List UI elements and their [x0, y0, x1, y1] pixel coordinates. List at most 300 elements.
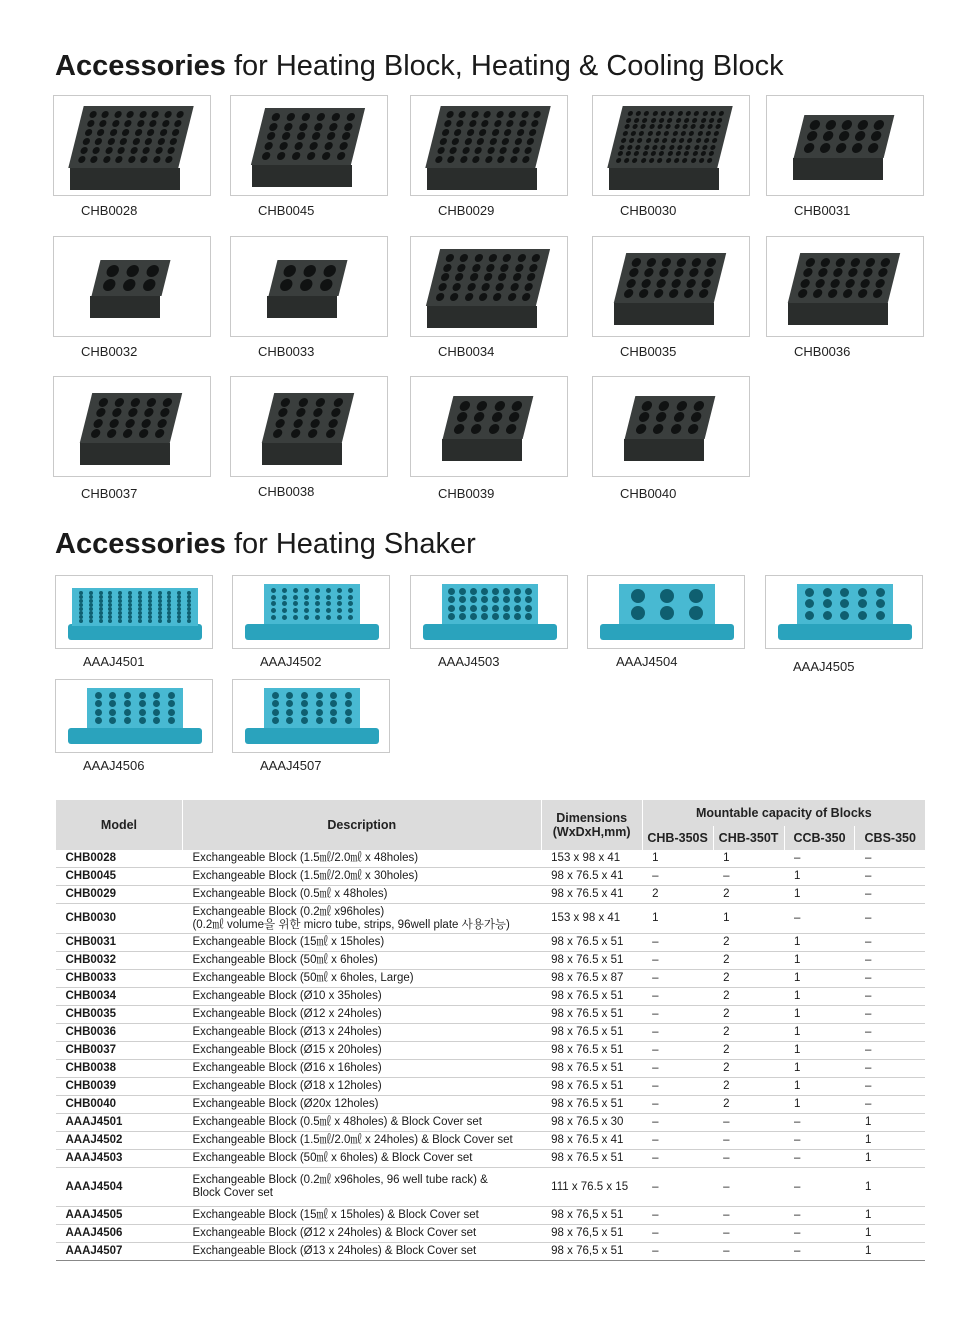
col-model: Model — [56, 800, 183, 850]
heating-block-image — [54, 96, 211, 196]
cell-capacity: – — [784, 1225, 855, 1243]
cell-capacity: – — [642, 1114, 713, 1132]
block-front-face — [793, 158, 883, 180]
shaker-block-image — [56, 680, 213, 753]
cell-capacity: 1 — [784, 988, 855, 1006]
table-row — [56, 904, 926, 934]
hole-grid — [794, 257, 894, 299]
cell-dimensions: 98 x 76,5 x 51 — [541, 1243, 642, 1261]
shaker-block-image — [588, 576, 745, 649]
cell-capacity: – — [784, 904, 855, 934]
hole-grid — [620, 257, 720, 299]
cell-capacity: 2 — [713, 1024, 784, 1042]
cell-capacity: – — [713, 1243, 784, 1261]
cell-dimensions: 98 x 76.5 x 30 — [541, 1114, 642, 1132]
cell-model: CHB0040 — [56, 1096, 183, 1114]
cell-model: CHB0033 — [56, 970, 183, 988]
heading-cooling-block — [55, 50, 784, 83]
cell-capacity: 2 — [713, 934, 784, 952]
description-line: Exchangeable Block (Ø13 x 24holes) & Block Cover set — [192, 1245, 477, 1257]
cell-dimensions: 98 x 76.5 x 51 — [541, 1150, 642, 1168]
cell-capacity: 1 — [784, 970, 855, 988]
hole-grid — [446, 587, 534, 621]
product-caption: CHB0038 — [258, 484, 315, 499]
cell-capacity: 2 — [713, 1006, 784, 1024]
cell-description — [182, 1078, 541, 1096]
description-line: Exchangeable Block (0.5㎖ x 48holes) & Block Cover set — [192, 1116, 482, 1128]
cell-capacity: – — [855, 850, 925, 868]
shaker-block-image — [233, 680, 390, 753]
cell-capacity: 1 — [784, 1096, 855, 1114]
product-tile-chb0029 — [410, 95, 568, 196]
cell-description — [182, 970, 541, 988]
hole-grid — [257, 112, 359, 161]
cell-model: CHB0037 — [56, 1042, 183, 1060]
product-tile-aaaj4504 — [587, 575, 745, 649]
cell-capacity: – — [855, 1060, 925, 1078]
description-line: Exchangeable Block (1.5㎖/2.0㎖ x 24holes) & Block Cover set — [192, 1134, 513, 1146]
description-line: Exchangeable Block (15㎖ x 15holes) — [192, 936, 385, 948]
description-line-2: Block Cover set — [192, 1187, 273, 1199]
product-tile-aaaj4503 — [410, 575, 568, 649]
cell-capacity: – — [713, 868, 784, 886]
product-tile-chb0040 — [592, 376, 750, 477]
description-line: Exchangeable Block (0.5㎖ x 48holes) — [192, 888, 388, 900]
heating-block-image — [231, 237, 388, 337]
cell-description — [182, 988, 541, 1006]
table-row — [56, 1150, 926, 1168]
heading-rest: for Heating Block, Heating & Cooling Block — [225, 50, 784, 82]
description-line: Exchangeable Block (Ø13 x 24holes) — [192, 1026, 382, 1038]
hole-grid — [431, 110, 544, 164]
cell-dimensions: 98 x 76.5 x 51 — [541, 952, 642, 970]
cell-model: AAAJ4506 — [56, 1225, 183, 1243]
shaker-block-image — [411, 576, 568, 649]
cell-capacity: – — [855, 970, 925, 988]
cell-capacity: 2 — [642, 886, 713, 904]
shaker-block-image — [56, 576, 213, 649]
description-line: Exchangeable Block (50㎖ x 6holes) & Block Cover set — [192, 1152, 473, 1164]
cell-capacity: – — [784, 1243, 855, 1261]
cell-dimensions: 98 x 76.5 x 51 — [541, 934, 642, 952]
cell-capacity: – — [784, 1114, 855, 1132]
cell-capacity: – — [642, 970, 713, 988]
col-description: Description — [182, 800, 541, 850]
hole-grid — [449, 400, 528, 435]
cell-dimensions: 98 x 76.5 x 51 — [541, 1006, 642, 1024]
table-row — [56, 850, 926, 868]
cell-capacity: 1 — [784, 1006, 855, 1024]
description-line-2: (0.2㎖ volume을 위한 micro tube, strips, 96well plate 사용가능) — [192, 918, 510, 931]
description-line: Exchangeable Block (Ø12 x 24holes) — [192, 1008, 382, 1020]
shaker-block-image — [233, 576, 390, 649]
cell-description — [182, 952, 541, 970]
cell-capacity: – — [855, 1024, 925, 1042]
description-line: Exchangeable Block (50㎖ x 6holes, Large) — [192, 972, 414, 984]
cell-capacity: – — [855, 1042, 925, 1060]
cell-capacity: – — [784, 1132, 855, 1150]
block-front-face — [609, 168, 719, 190]
cell-dimensions: 98 x 76.5 x 51 — [541, 1060, 642, 1078]
col-cbs-350: CBS-350 — [855, 826, 925, 850]
product-caption: CHB0039 — [438, 486, 495, 501]
col-dimensions — [541, 800, 642, 850]
block-front-face — [427, 306, 537, 328]
description-line: Exchangeable Block (15㎖ x 15holes) & Block Cover set — [192, 1209, 479, 1221]
cell-description — [182, 1207, 541, 1225]
cell-capacity: 1 — [784, 868, 855, 886]
cell-capacity: 2 — [713, 1096, 784, 1114]
shaker-base-plate — [600, 624, 734, 640]
heading-heating-shaker — [55, 528, 476, 561]
cell-description — [182, 904, 541, 934]
cell-capacity: – — [855, 886, 925, 904]
cell-dimensions: 153 x 98 x 41 — [541, 850, 642, 868]
cell-capacity: 2 — [713, 988, 784, 1006]
cell-description — [182, 1132, 541, 1150]
product-caption: AAAJ4506 — [83, 758, 145, 773]
product-caption: CHB0032 — [81, 344, 138, 359]
cell-dimensions: 111 x 76.5 x 15 — [541, 1168, 642, 1207]
shaker-base-plate — [245, 624, 379, 640]
product-caption: CHB0045 — [258, 203, 315, 218]
product-tile-chb0034 — [410, 236, 568, 337]
cell-capacity: 1 — [855, 1168, 925, 1207]
product-tile-chb0036 — [766, 236, 924, 337]
cell-dimensions: 98 x 76.5 x 51 — [541, 1096, 642, 1114]
table-row — [56, 1207, 926, 1225]
table-row — [56, 1225, 926, 1243]
cell-capacity: – — [713, 1132, 784, 1150]
cell-capacity: – — [642, 1243, 713, 1261]
cell-model: AAAJ4504 — [56, 1168, 183, 1207]
cell-capacity: – — [713, 1225, 784, 1243]
product-tile-chb0038 — [230, 376, 388, 477]
cell-capacity: 1 — [784, 1042, 855, 1060]
heating-block-image — [231, 377, 388, 477]
hole-grid — [801, 587, 889, 621]
cell-capacity: – — [642, 988, 713, 1006]
table-row — [56, 1078, 926, 1096]
col-ccb-350: CCB-350 — [784, 826, 855, 850]
cell-capacity: 2 — [713, 952, 784, 970]
cell-capacity: 1 — [855, 1150, 925, 1168]
cell-capacity: 1 — [713, 850, 784, 868]
spec-table — [55, 800, 925, 1261]
block-front-face — [90, 296, 160, 318]
table-row — [56, 1114, 926, 1132]
block-front-face — [624, 439, 704, 461]
product-tile-chb0045 — [230, 95, 388, 196]
product-tile-chb0032 — [53, 236, 211, 337]
cell-description — [182, 886, 541, 904]
product-caption: CHB0040 — [620, 486, 677, 501]
col-chb-350t: CHB-350T — [713, 826, 784, 850]
product-caption: AAAJ4504 — [616, 654, 678, 669]
cell-capacity: – — [855, 1006, 925, 1024]
product-tile-aaaj4505 — [765, 575, 923, 649]
cell-capacity: 1 — [784, 886, 855, 904]
hole-grid — [432, 253, 544, 302]
table-row — [56, 1060, 926, 1078]
cell-capacity: 2 — [713, 1078, 784, 1096]
hole-grid — [631, 400, 710, 435]
cell-capacity: – — [642, 1207, 713, 1225]
hole-grid — [86, 397, 176, 439]
cell-capacity: 1 — [713, 904, 784, 934]
cell-capacity: – — [855, 934, 925, 952]
heating-block-image — [54, 237, 211, 337]
heating-block-image — [231, 96, 388, 196]
hole-grid — [76, 591, 194, 623]
description-line: Exchangeable Block (Ø15 x 20holes) — [192, 1044, 382, 1056]
cell-capacity: 1 — [642, 904, 713, 934]
cell-model: AAAJ4505 — [56, 1207, 183, 1225]
heating-block-image — [411, 96, 568, 196]
cell-capacity: – — [642, 1006, 713, 1024]
cell-capacity: – — [855, 904, 925, 934]
description-line: Exchangeable Block (Ø12 x 24holes) & Block Cover set — [192, 1227, 477, 1239]
block-front-face — [442, 439, 522, 461]
product-caption: AAAJ4505 — [793, 659, 855, 674]
description-line: Exchangeable Block (Ø16 x 16holes) — [192, 1062, 382, 1074]
cell-model: CHB0034 — [56, 988, 183, 1006]
cell-description — [182, 1114, 541, 1132]
cell-capacity: – — [642, 1168, 713, 1207]
cell-model: CHB0031 — [56, 934, 183, 952]
block-front-face — [788, 303, 888, 325]
hole-grid — [91, 691, 179, 725]
description-line: Exchangeable Block (Ø18 x 12holes) — [192, 1080, 382, 1092]
cell-description — [182, 1042, 541, 1060]
cell-dimensions: 153 x 98 x 41 — [541, 904, 642, 934]
product-tile-aaaj4506 — [55, 679, 213, 753]
cell-dimensions: 98 x 76,5 x 51 — [541, 1225, 642, 1243]
cell-capacity: 1 — [784, 952, 855, 970]
cell-capacity: 2 — [713, 1042, 784, 1060]
product-caption: CHB0030 — [620, 203, 677, 218]
cell-model: CHB0039 — [56, 1078, 183, 1096]
spec-table-body — [56, 850, 926, 1261]
col-chb-350s: CHB-350S — [642, 826, 713, 850]
product-tile-chb0028 — [53, 95, 211, 196]
description-line: Exchangeable Block (1.5㎖/2.0㎖ x 30holes) — [192, 870, 419, 882]
cell-capacity: – — [642, 952, 713, 970]
cell-description — [182, 1060, 541, 1078]
product-caption: CHB0033 — [258, 344, 315, 359]
cell-description — [182, 868, 541, 886]
product-caption: CHB0037 — [81, 486, 138, 501]
cell-capacity: – — [784, 1168, 855, 1207]
cell-model: CHB0038 — [56, 1060, 183, 1078]
product-caption: AAAJ4502 — [260, 654, 322, 669]
cell-capacity: 2 — [713, 1060, 784, 1078]
cell-capacity: – — [642, 1225, 713, 1243]
cell-description — [182, 1150, 541, 1168]
cell-dimensions: 98 x 76.5 x 41 — [541, 868, 642, 886]
description-line: Exchangeable Block (Ø10 x 35holes) — [192, 990, 382, 1002]
description-line: Exchangeable Block (Ø20x 12holes) — [192, 1098, 379, 1110]
dimensions-unit: (WxDxH,mm) — [552, 825, 631, 839]
block-front-face — [614, 303, 714, 325]
col-capacity: Mountable capacity of Blocks — [642, 800, 925, 826]
cell-capacity: – — [642, 1024, 713, 1042]
product-caption: CHB0036 — [794, 344, 851, 359]
product-tile-chb0039 — [410, 376, 568, 477]
product-caption: CHB0035 — [620, 344, 677, 359]
block-front-face — [70, 168, 180, 190]
product-tile-aaaj4507 — [232, 679, 390, 753]
cell-model: AAAJ4501 — [56, 1114, 183, 1132]
shaker-base-plate — [245, 728, 379, 744]
table-row — [56, 1042, 926, 1060]
cell-capacity: – — [855, 988, 925, 1006]
heating-block-image — [593, 96, 750, 196]
cell-dimensions: 98 x 76.5 x 87 — [541, 970, 642, 988]
cell-dimensions: 98 x 76.5 x 41 — [541, 1132, 642, 1150]
hole-grid — [268, 587, 356, 621]
heating-block-image — [54, 377, 211, 477]
cell-model: AAAJ4503 — [56, 1150, 183, 1168]
cell-description — [182, 1006, 541, 1024]
description-line: Exchangeable Block (50㎖ x 6holes) — [192, 954, 378, 966]
table-row — [56, 970, 926, 988]
shaker-base-plate — [778, 624, 912, 640]
hole-grid — [800, 119, 889, 154]
cell-capacity: – — [642, 934, 713, 952]
heading-bold: Accessories — [55, 50, 226, 82]
table-row — [56, 988, 926, 1006]
shaker-base-plate — [68, 728, 202, 744]
cell-capacity: 1 — [855, 1225, 925, 1243]
description-line: Exchangeable Block (0.2㎖ x96holes, 96 well tube rack) & — [192, 1174, 488, 1186]
cell-capacity: 1 — [855, 1132, 925, 1150]
product-caption: AAAJ4501 — [83, 654, 145, 669]
cell-capacity: – — [855, 952, 925, 970]
product-tile-aaaj4501 — [55, 575, 213, 649]
hole-grid — [275, 264, 342, 292]
table-row — [56, 1168, 926, 1207]
heating-block-image — [411, 377, 568, 477]
cell-description — [182, 934, 541, 952]
cell-capacity: – — [855, 1096, 925, 1114]
heading-rest: for Heating Shaker — [225, 528, 476, 560]
product-tile-aaaj4502 — [232, 575, 390, 649]
product-caption: AAAJ4507 — [260, 758, 322, 773]
cell-model: AAAJ4507 — [56, 1243, 183, 1261]
cell-capacity: 1 — [784, 1078, 855, 1096]
product-caption: CHB0034 — [438, 344, 495, 359]
hole-grid — [613, 110, 726, 164]
table-row — [56, 1243, 926, 1261]
table-row — [56, 1006, 926, 1024]
cell-capacity: – — [713, 1114, 784, 1132]
hole-grid — [268, 397, 348, 439]
product-tile-chb0030 — [592, 95, 750, 196]
cell-dimensions: 98 x 76.5 x 51 — [541, 1024, 642, 1042]
hole-grid — [268, 691, 356, 725]
cell-capacity: 1 — [784, 1060, 855, 1078]
cell-model: AAAJ4502 — [56, 1132, 183, 1150]
cell-description — [182, 1096, 541, 1114]
cell-dimensions: 98 x 76.5 x 51 — [541, 1042, 642, 1060]
block-front-face — [267, 296, 337, 318]
cell-capacity: 1 — [642, 850, 713, 868]
cell-dimensions: 98 x 76.5 x 41 — [541, 886, 642, 904]
cell-description — [182, 1225, 541, 1243]
cell-capacity: – — [642, 1060, 713, 1078]
product-tile-chb0037 — [53, 376, 211, 477]
cell-description — [182, 1024, 541, 1042]
cell-capacity: – — [855, 868, 925, 886]
cell-capacity: – — [642, 1150, 713, 1168]
cell-dimensions: 98 x 76.5 x 51 — [541, 988, 642, 1006]
table-row — [56, 934, 926, 952]
cell-capacity: – — [713, 1150, 784, 1168]
block-front-face — [262, 443, 342, 465]
cell-model: CHB0035 — [56, 1006, 183, 1024]
cell-capacity: – — [642, 1132, 713, 1150]
cell-dimensions: 98 x 76,5 x 51 — [541, 1207, 642, 1225]
cell-capacity: – — [713, 1207, 784, 1225]
cell-capacity: 1 — [855, 1114, 925, 1132]
cell-capacity: 1 — [855, 1207, 925, 1225]
cell-capacity: – — [642, 1096, 713, 1114]
cell-model: CHB0032 — [56, 952, 183, 970]
product-caption: CHB0028 — [81, 203, 138, 218]
shaker-base-plate — [68, 624, 202, 640]
shaker-base-plate — [423, 624, 557, 640]
hole-grid — [74, 110, 187, 164]
description-line: Exchangeable Block (0.2㎖ x96holes) — [192, 905, 385, 918]
shaker-block-image — [766, 576, 923, 649]
cell-model: CHB0036 — [56, 1024, 183, 1042]
table-row — [56, 1096, 926, 1114]
cell-capacity: 2 — [713, 886, 784, 904]
hole-grid — [623, 587, 711, 621]
cell-model: CHB0029 — [56, 886, 183, 904]
cell-description — [182, 1243, 541, 1261]
table-row — [56, 1132, 926, 1150]
cell-capacity: 1 — [784, 1024, 855, 1042]
heating-block-image — [767, 96, 924, 196]
heating-block-image — [593, 377, 750, 477]
product-tile-chb0035 — [592, 236, 750, 337]
cell-capacity: 2 — [713, 970, 784, 988]
cell-capacity: – — [855, 1078, 925, 1096]
dimensions-label: Dimensions — [556, 811, 628, 825]
cell-dimensions: 98 x 76.5 x 51 — [541, 1078, 642, 1096]
cell-model: CHB0030 — [56, 904, 183, 934]
cell-description — [182, 1168, 541, 1207]
cell-capacity: – — [642, 1042, 713, 1060]
product-caption: CHB0031 — [794, 203, 851, 218]
cell-model: CHB0045 — [56, 868, 183, 886]
table-row — [56, 952, 926, 970]
heating-block-image — [411, 237, 568, 337]
cell-model: CHB0028 — [56, 850, 183, 868]
heating-block-image — [593, 237, 750, 337]
block-front-face — [427, 168, 537, 190]
cell-capacity: 1 — [784, 934, 855, 952]
product-tile-chb0033 — [230, 236, 388, 337]
description-line: Exchangeable Block (1.5㎖/2.0㎖ x 48holes) — [192, 852, 419, 864]
cell-capacity: – — [713, 1168, 784, 1207]
cell-capacity: – — [784, 1150, 855, 1168]
cell-capacity: – — [784, 850, 855, 868]
cell-capacity: – — [642, 1078, 713, 1096]
heating-block-image — [767, 237, 924, 337]
